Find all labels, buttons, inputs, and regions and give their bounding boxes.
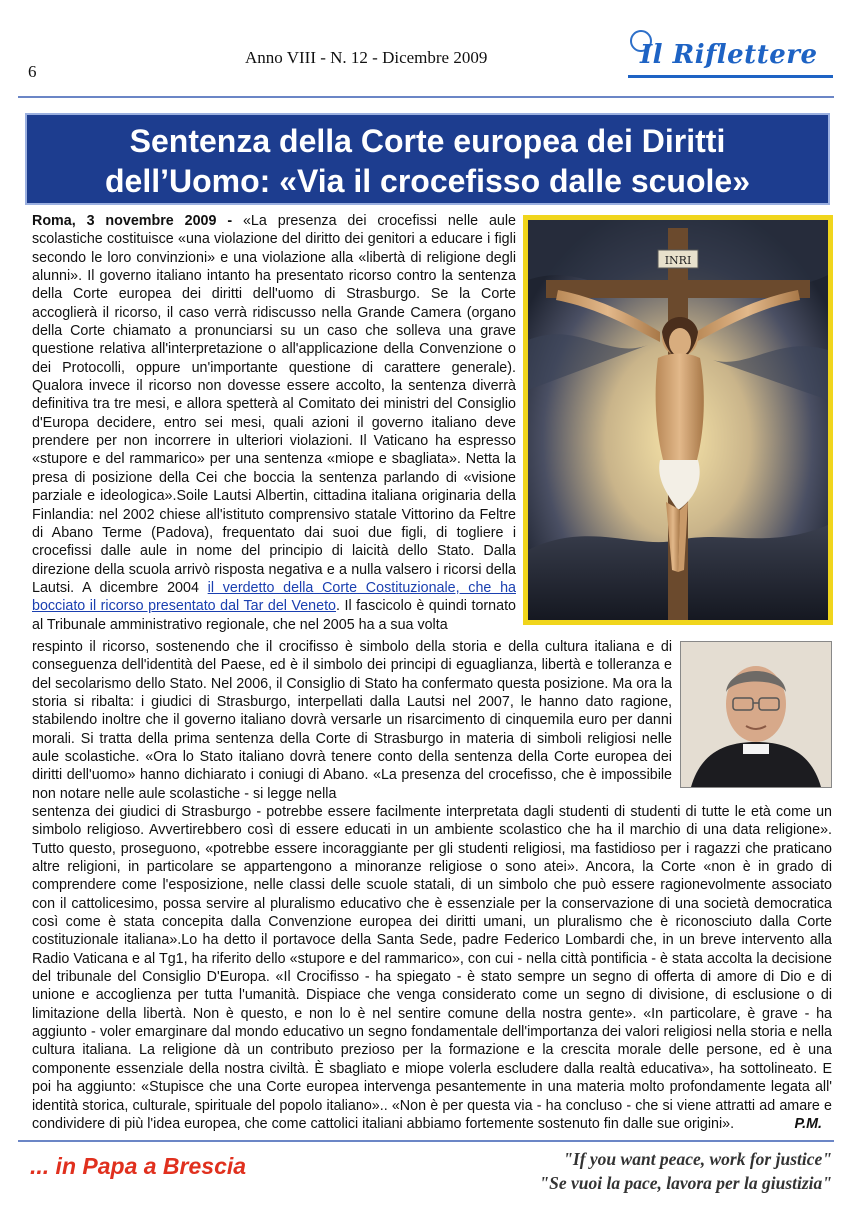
header-divider bbox=[18, 96, 834, 98]
article-link[interactable]: il verdetto della Corte Costituzionale, che ha bocciato il ricorso presentato dal Tar del Veneto bbox=[32, 579, 516, 615]
crucifix-image bbox=[523, 215, 833, 625]
headline-line-2: dell’Uomo: «Via il crocefisso dalle scuole» bbox=[105, 163, 750, 199]
issue-info: Anno VIII - N. 12 - Dicembre 2009 bbox=[245, 48, 488, 67]
logo-underline bbox=[628, 75, 833, 78]
footer-teaser: ... in Papa a Brescia bbox=[30, 1153, 247, 1179]
portrait-photo bbox=[680, 641, 832, 788]
crucifix-illustration bbox=[528, 220, 828, 620]
article-text-bottom bbox=[32, 803, 832, 1133]
logo-text: Il Riflettere bbox=[640, 40, 818, 70]
article-text-middle: respinto il ricorso, sostenendo che il crocifisso è simbolo della storia e della cultura italiana e di conseguenza dell'identità del Paese, ed è il simbolo dei principi di eguaglianza, libertà e tolleranza e del secolarismo dello Stato. Nel 2006, il Consiglio di Stato ha confermato questa posizione. Ma ora la storia si ribalta: i giudici di Strasburgo, interpellati dalla Lautsi nel 2007, le hanno dato ragione, stabilendo inoltre che il governo italiano dovrà versarle un risarcimento di cinquemila euro per danni morali. Si tratta della prima sentenza della Corte di Strasburgo in materia di simboli religiosi nelle aule scolastiche. «Ora lo Stato italiano dovrà tenere conto della sentenza della Corte europea dei diritti dell'uomo» hanno dichiarato i coniugi di Abano. «La presenza del crocefisso, che è impossibile non notare nelle aule scolastiche - si legge nella bbox=[32, 639, 672, 802]
page-number: 6 bbox=[28, 62, 37, 81]
footer-divider bbox=[18, 1140, 834, 1142]
footer-quote-english: "If you want peace, work for justice" bbox=[563, 1149, 832, 1169]
footer-motto bbox=[480, 1147, 832, 1195]
priest-portrait bbox=[681, 642, 831, 787]
article-column bbox=[32, 212, 516, 634]
headline-banner bbox=[25, 113, 830, 205]
article-text-part-1: «La presenza dei crocefissi nelle aule scolastiche costituisce «una violazione del diritto dei genitori a educare i figli secondo le loro convinzioni» e una violazione alla «libertà di religione degli alunni». Il governo italiano intanto ha presentato ricorso contro la sentenza della Corte europea dei diritti dell'uomo di Strasburgo. Se la Corte accoglierà il ricorso, il caso verrà ridiscusso nella Grande Camera (organo della Corte chiamato a pronunciarsi su un caso che solleva una grave questione relativa all'interpretazione o all'applicazione della Convenzione o dei Protocolli, oppure un'importante questione di carattere generale). Qualora invece il ricorso non dovesse essere accolto, la sentenza diverrà definitiva tra tre mesi, e allora spetterà al Comitato dei ministri del Consiglio d'Europa decidere, entro sei mesi, quali azioni il governo italiano deve prendere per non incorrere in ulteriori violazioni. Il Vaticano ha espresso «stupore e del rammarico» per una sentenza «miope e sbagliata». Netta la presa di posizione della Cei che boccia la sentenza parlando di «visione parziale e ideologica».Soile Lautsi Albertin, cittadina italiana originaria della Finlandia: nel 2002 chiese all'istituto comprensivo statale Vittorino da Feltre di Abano Terme (Padova), frequentato dai suoi due figli, di togliere i crocefissi dalle aule in nome del principio di laicità dello Stato. Dalla direzione della scuola arrivò risposta negativa e a nulla valsero i ricorsi della Lautsi. A dicembre 2004 bbox=[32, 213, 516, 596]
headline-line-1: Sentenza della Corte europea dei Diritti bbox=[129, 123, 726, 159]
author-signature: P.M. bbox=[794, 1115, 822, 1132]
crucifix-sign: INRI bbox=[664, 254, 692, 267]
masthead-logo bbox=[628, 30, 833, 80]
article-dateline: Roma, 3 novembre 2009 - bbox=[32, 213, 233, 229]
headline-title bbox=[27, 121, 828, 201]
article-text-bottom-body: sentenza dei giudici di Strasburgo - potrebbe essere facilmente interpretata dagli studenti di studenti di tutte le età come un simbolo religioso. Avvertirebbero così di essere educati in un ambiente scolastico che ha il marchio di una data religione». Tutto questo, proseguono, «potrebbe essere incoraggiante per gli studenti religiosi, ma fastidioso per i ragazzi che praticano altre religioni, in particolare se appartengono a minoranze religiose o sono atei». Ancora, la Corte «non è in grado di comprendere come l'esposizione, nelle classi delle scuole statali, di un simbolo che può essere ragionevolmente associato con il cattolicesimo, possa servire al pluralismo educativo che è essenziale per la conservazione di una società democratica così come è stata concepita dalla Convenzione europea dei diritti umani, un pluralismo che è riconosciuto dalla Corte costituzionale italiana».Lo ha detto il portavoce della Santa Sede, padre Federico Lombardi che, in un breve intervento alla Radio Vaticana e al Tg1, ha riferito dello «stupore e del rammarico», con cui - nella città pontificia - è stata accolta la decisione del tribunale del Consiglio D'Europa. «Il Crocifisso - ha spiegato - è stato sempre un segno di offerta di amore di Dio e di unione e accoglienza per tutta l'umanità. Dispiace che venga considerato come un segno di divisione, di esclusione o di limitazione della libertà. Non è questo, e non lo è nel sentire comune della nostra gente». «In particolare, è grave - ha aggiunto - voler emarginare dal mondo educativo un segno fondamentale dell'importanza dei valori religiosi nella storia e nella cultura italiana. La religione dà un contributo prezioso per la formazione e la crescita morale delle persone, ed è una componente essenziale della nostra civiltà. È sbagliato e miope volerla escludere dalla realtà educativa», ha sottolineato. E poi ha aggiunto: «Stupisce che una Corte europea intervenga pesantemente in una materia molto profondamente legata all' identità storica, culturale, spirituale del popolo italiano».. «Non è per questa via - ha concluso - che si viene attratti ad amare e condividere di più l'idea europea, che come cattolici italiani abbiamo fortemente sostenuto fin dalle sue origini». bbox=[32, 804, 832, 1132]
article-text-part-2: . Il fascicolo è quindi tornato al Tribunale amministrativo regionale, che nel 2005 ha a sua volta bbox=[32, 598, 516, 633]
footer-quote-italian: "Se vuoi la pace, lavora per la giustizia" bbox=[539, 1173, 832, 1193]
